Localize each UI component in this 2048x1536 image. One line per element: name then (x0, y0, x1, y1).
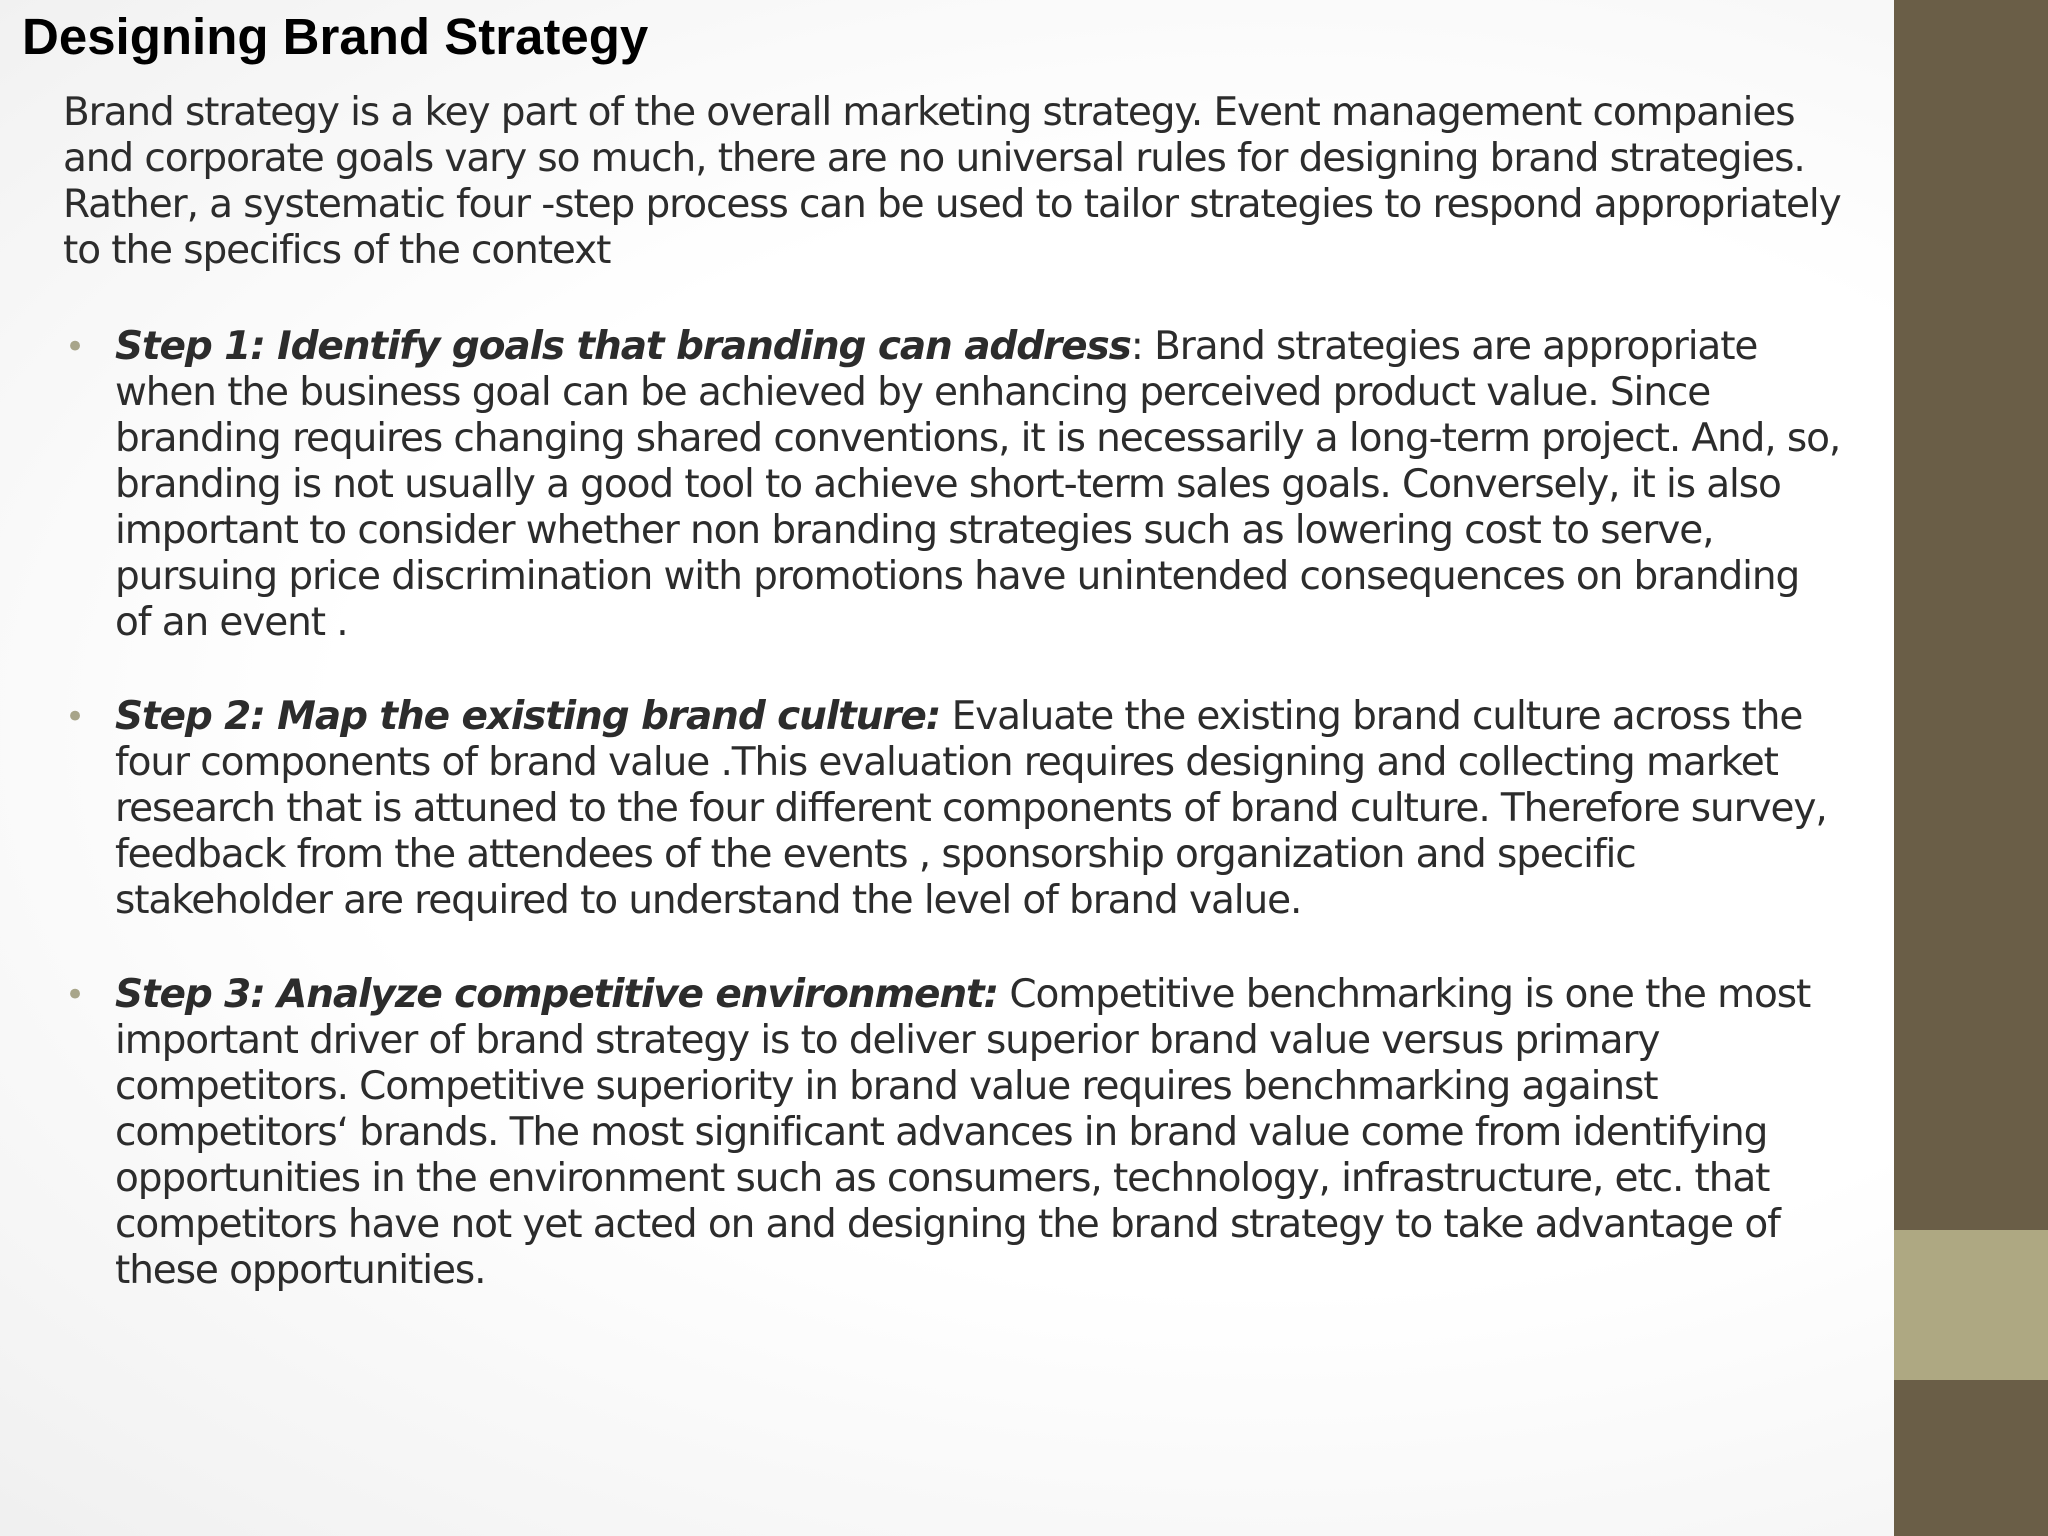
step-item (63, 694, 1843, 924)
steps-list (63, 324, 1843, 1294)
step-heading: Step 2: Map the existing brand culture: (115, 694, 941, 739)
step-body: : Brand strategies are appropriate when the business goal can be achieved by enhancing perceived product value. Since branding requires changing shared conventions, it is necessarily a long-term project. And, so, branding is not usually a good tool to achieve short-term sales goals. Conversely, it is also important to consider whether non branding strategies such as lowering cost to serve, pursuing price discrimination with promotions have unintended consequences on branding of an event . (115, 324, 1841, 645)
step-item (63, 972, 1843, 1294)
step-body: Evaluate the existing brand culture across the four components of brand value .This evaluation requires designing and collecting market research that is attuned to the four different components of brand culture. Therefore survey, feedback from the attendees of the events , sponsorship organization and specific stakeholder are required to understand the level of brand value. (115, 694, 1827, 923)
sidebar-accent-block (1894, 1230, 2048, 1380)
step-body: Competitive benchmarking is one the most important driver of brand strategy is to deliver superior brand value versus primary competitors. Competitive superiority in brand value requires benchmarking against competitors‘ brands. The most significant advances in brand value come from identifying opportunities in the environment such as consumers, technology, infrastructure, etc. that competitors have not yet acted on and designing the brand strategy to take advantage of these opportunities. (115, 972, 1811, 1293)
bullet-icon: • (65, 327, 84, 367)
bullet-icon: • (65, 975, 84, 1015)
bullet-icon: • (65, 697, 84, 737)
step-item (63, 324, 1843, 646)
slide-title: Designing Brand Strategy (22, 8, 649, 65)
slide-content (63, 90, 1843, 1342)
step-heading: Step 1: Identify goals that branding can address (115, 324, 1131, 369)
intro-paragraph: Brand strategy is a key part of the overall marketing strategy. Event management companies and corporate goals vary so much, there are no universal rules for designing brand strategies. Rather, a systematic four -step process can be used to tailor strategies to respond appropriately to the specifics of the context (63, 90, 1841, 273)
step-heading: Step 3: Analyze competitive environment: (115, 972, 999, 1017)
